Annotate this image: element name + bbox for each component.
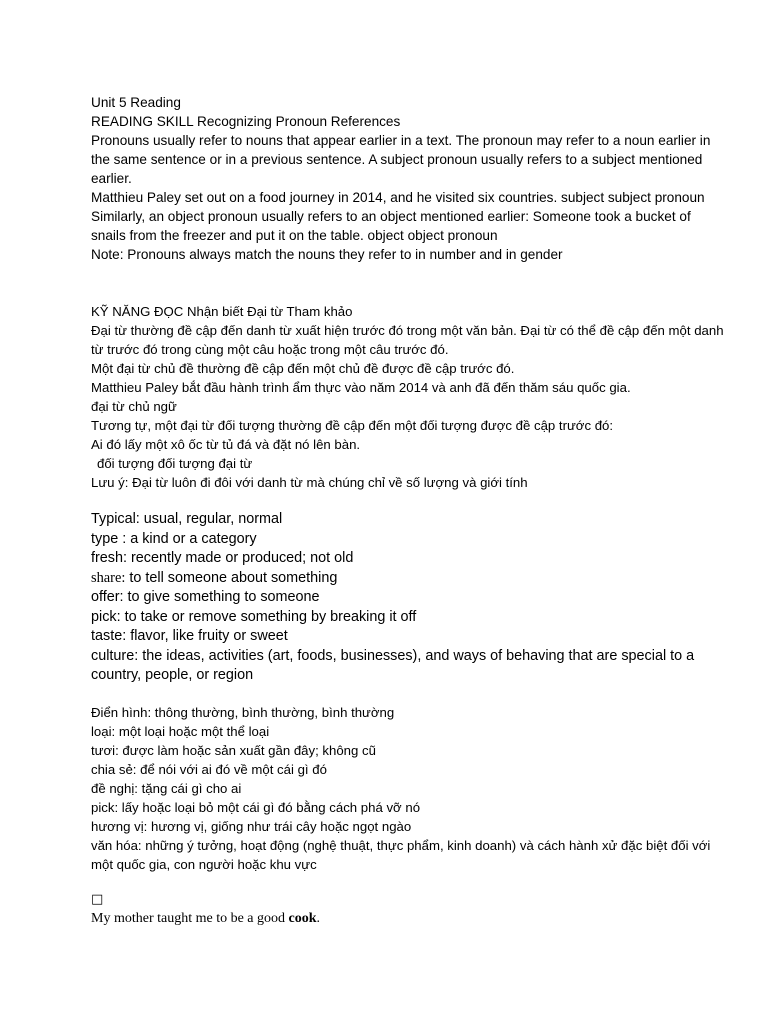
glossary-definition: to give something to someone [127, 589, 320, 605]
glossary-vi-term: hương vị: [91, 819, 148, 834]
glossary-vi-item [91, 798, 728, 817]
glossary-vi-section [91, 703, 728, 874]
glossary-vi-definition: lấy hoặc loại bỏ một cái gì đó bằng cách phá vỡ nó [121, 800, 421, 815]
glossary-term: fresh: [91, 550, 127, 566]
vi-paragraph: Một đại từ chủ đề thường đề cập đến một chủ đề được đề cập trước đó. [91, 361, 515, 376]
glossary-item [91, 588, 728, 608]
glossary-term: taste: [91, 628, 127, 644]
vi-paragraph: Tương tự, một đại từ đối tượng thường đề cập đến một đối tượng được đề cập trước đó: [91, 418, 614, 433]
glossary-item [91, 608, 728, 628]
glossary-vi-term: đề nghị: [91, 781, 138, 796]
glossary-vi-item [91, 836, 728, 874]
english-section [91, 93, 728, 264]
vi-note: Lưu ý: Đại từ luôn đi đôi với danh từ mà chúng chỉ về số lượng và giới tính [91, 475, 528, 490]
glossary-vi-definition: được làm hoặc sản xuất gần đây; không cũ [122, 743, 376, 758]
glossary-term: offer: [91, 589, 124, 605]
glossary-vi-item [91, 722, 728, 741]
vi-paragraph: Đại từ thường đề cập đến danh từ xuất hiện trước đó trong một văn bản. Đại từ có thể đề cập đến một danh từ trước đó trong cùng một câu hoặc trong một câu trước đó. [91, 323, 724, 357]
glossary-definition: to tell someone about something [129, 569, 338, 586]
vi-example: Matthieu Paley bắt đầu hành trình ẩm thực vào năm 2014 và anh đã đến thăm sáu quốc gia. [91, 380, 631, 395]
glossary-vi-term: pick: [91, 800, 119, 815]
glossary-vi-definition: thông thường, bình thường, bình thường [154, 705, 395, 720]
glossary-vi-term: văn hóa: [91, 838, 142, 853]
example-sentence-cook [91, 909, 728, 928]
note: Note: Pronouns always match the nouns they refer to in number and in gender [91, 247, 563, 262]
paragraph: Similarly, an object pronoun usually refers to an object mentioned earlier: Someone took a bucket of snails from the freezer and put it on the table. object object pronoun [91, 209, 691, 243]
glossary-item [91, 530, 728, 550]
glossary-vi-definition: hương vị, giống như trái cây hoặc ngọt ngào [151, 819, 412, 834]
glossary-vi-item [91, 741, 728, 760]
highlighted-word: cook [288, 911, 317, 926]
vietnamese-section [91, 302, 728, 492]
unit-title: Unit 5 Reading [91, 95, 181, 110]
sentence-period: . [316, 911, 321, 926]
vi-label: đại từ chủ ngữ [91, 399, 177, 414]
glossary-vi-definition: những ý tưởng, hoạt động (nghệ thuật, thực phẩm, kinh doanh) và cách hành xử đặc biệt đối với một quốc gia, con người hoặc khu vực [91, 838, 711, 872]
glossary-item [91, 510, 728, 530]
vi-example: Ai đó lấy một xô ốc từ tủ đá và đặt nó lên bàn. [91, 437, 361, 452]
placeholder-box-glyph: □ [91, 892, 104, 907]
glossary-term: culture: [91, 647, 139, 664]
glossary-item [91, 549, 728, 569]
glossary-vi-item [91, 703, 728, 722]
glossary-vi-term: chia sẻ: [91, 762, 137, 777]
glossary-definition: recently made or produced; not old [131, 550, 354, 566]
glossary-section [91, 510, 728, 686]
sentence-text: My mother taught me to be a good [91, 911, 289, 926]
glossary-vi-term: Điển hình: [91, 705, 152, 720]
paragraph: Pronouns usually refer to nouns that appear earlier in a text. The pronoun may refer to a noun earlier in the same sentence or in a previous sentence. A subject pronoun usually refers to a subject mentioned earlier. [91, 133, 711, 186]
glossary-definition: to take or remove something by breaking it off [124, 608, 417, 625]
vi-heading: KỸ NĂNG ĐỌC Nhận biết Đại từ Tham khảo [91, 304, 353, 319]
glossary-definition: usual, regular, normal [143, 511, 283, 527]
skill-heading: READING SKILL Recognizing Pronoun References [91, 114, 401, 129]
vi-label: đối tượng đối tượng đại từ [97, 456, 253, 471]
glossary-definition: flavor, like fruity or sweet [130, 628, 288, 644]
glossary-item [91, 569, 728, 589]
glossary-term: Typical: [91, 511, 140, 527]
glossary-vi-term: tươi: [91, 743, 119, 758]
glossary-item [91, 627, 728, 647]
glossary-term: type : [91, 530, 127, 547]
glossary-vi-definition: tặng cái gì cho ai [141, 781, 242, 796]
glossary-vi-definition: để nói với ai đó về một cái gì đó [140, 762, 327, 777]
glossary-term: share: [91, 569, 126, 586]
footer-section [91, 890, 728, 928]
glossary-vi-term: loại: [91, 724, 116, 739]
glossary-vi-item [91, 779, 728, 798]
glossary-definition: a kind or a category [130, 530, 257, 547]
glossary-vi-item [91, 760, 728, 779]
glossary-item [91, 647, 728, 686]
glossary-vi-item [91, 817, 728, 836]
glossary-vi-definition: một loại hoặc một thể loại [118, 724, 270, 739]
glossary-definition: the ideas, activities (art, foods, businesses), and ways of behaving that are special to a country, people, or region [91, 647, 695, 683]
example-sentence: Matthieu Paley set out on a food journey in 2014, and he visited six countries. subject subject pronoun [91, 190, 705, 205]
glossary-term: pick: [91, 608, 121, 625]
